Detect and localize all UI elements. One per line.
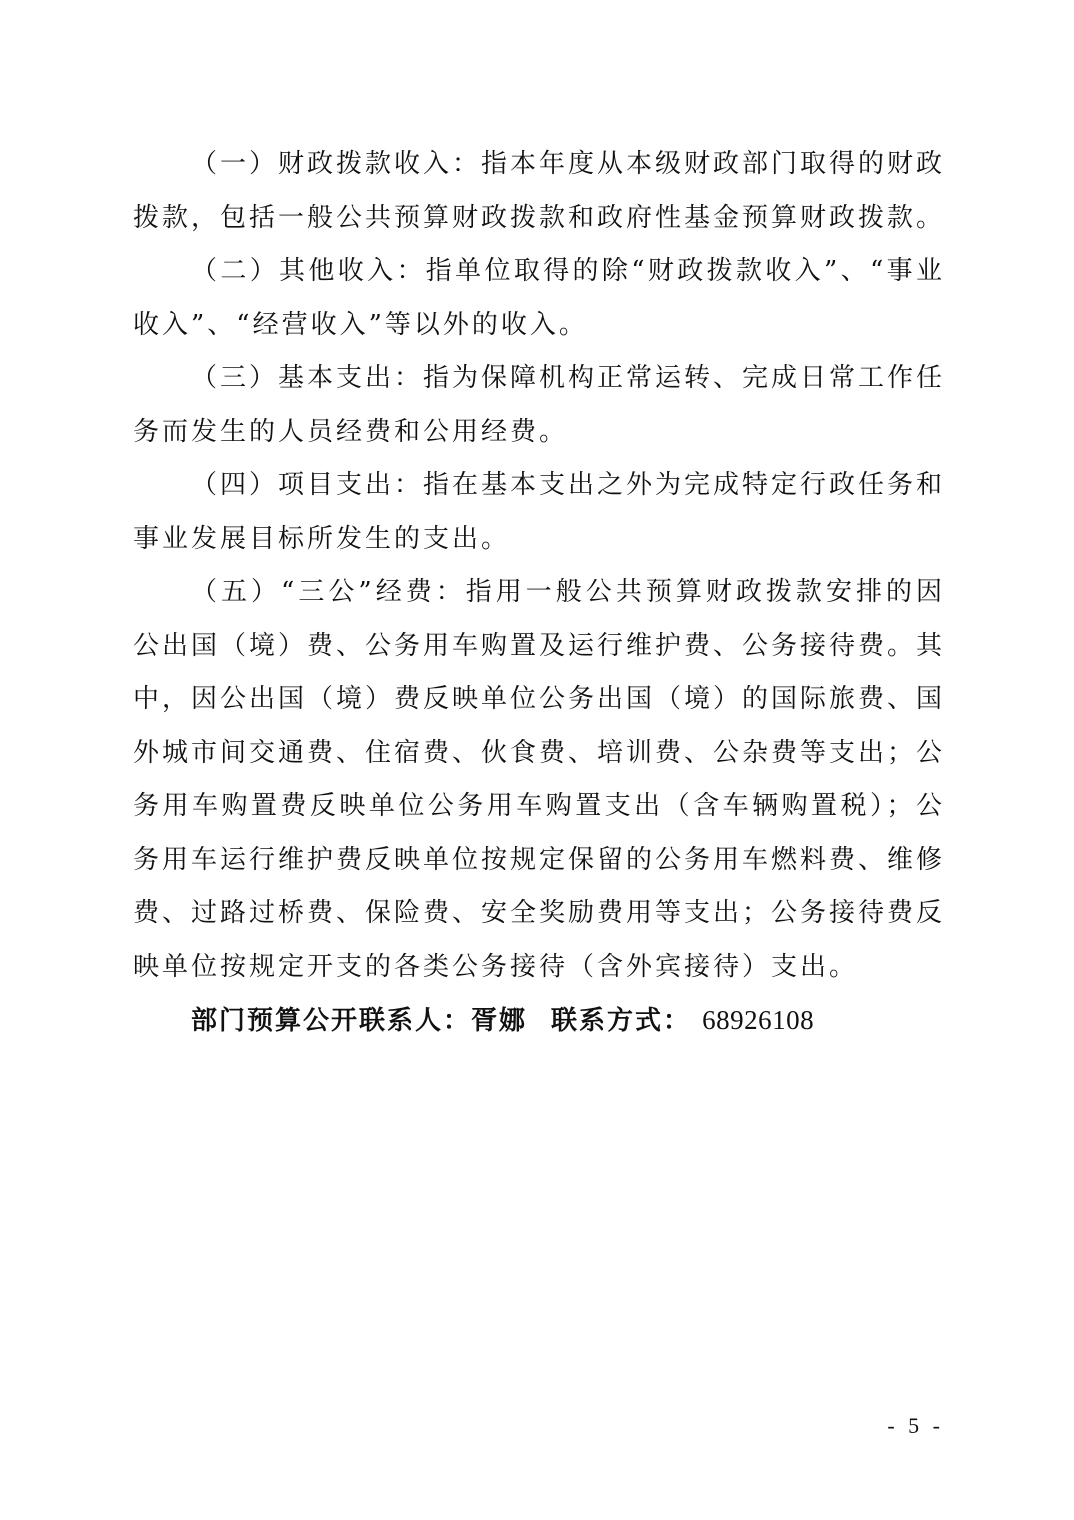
paragraph-fiscal-appropriation-income: （一）财政拨款收入：指本年度从本级财政部门取得的财政拨款，包括一般公共预算财政拨款和政府性基金预算财政拨款。	[133, 149, 946, 233]
contact-person: 部门预算公开联系人：胥娜	[191, 1006, 528, 1036]
paragraph-other-income: （二）其他收入：指单位取得的除“财政拨款收入”、“事业收入”、“经营收入”等以外的收入。	[133, 256, 945, 340]
contact-line	[133, 994, 945, 1049]
paragraph-three-public-expenses: （五）“三公”经费：指用一般公共预算财政拨款安排的因公出国（境）费、公务用车购置及运行维护费、公务接待费。其中，因公出国（境）费反映单位公务出国（境）的国际旅费、国外城市间交通费、住宿费、伙食费、培训费、公杂费等支出；公务用车购置费反映单位公务用车购置支出（含车辆购置税）；公务用车运行维护费反映单位按规定保留的公务用车燃料费、维修费、过路过桥费、保险费、安全奖励费用等支出；公务接待费反映单位按规定开支的各类公务接待（含外宾接待）支出。	[133, 577, 946, 982]
paragraph-project-expenditure: （四）项目支出：指在基本支出之外为完成特定行政任务和事业发展目标所发生的支出。	[133, 470, 946, 554]
paragraph-basic-expenditure: （三）基本支出：指为保障机构正常运转、完成日常工作任务而发生的人员经费和公用经费。	[133, 363, 946, 447]
contact-phone: 68926108	[702, 1005, 815, 1035]
page-number: - 5 -	[887, 1413, 944, 1438]
body-text	[133, 138, 945, 1049]
contact-method-label: 联系方式：	[551, 1006, 692, 1036]
